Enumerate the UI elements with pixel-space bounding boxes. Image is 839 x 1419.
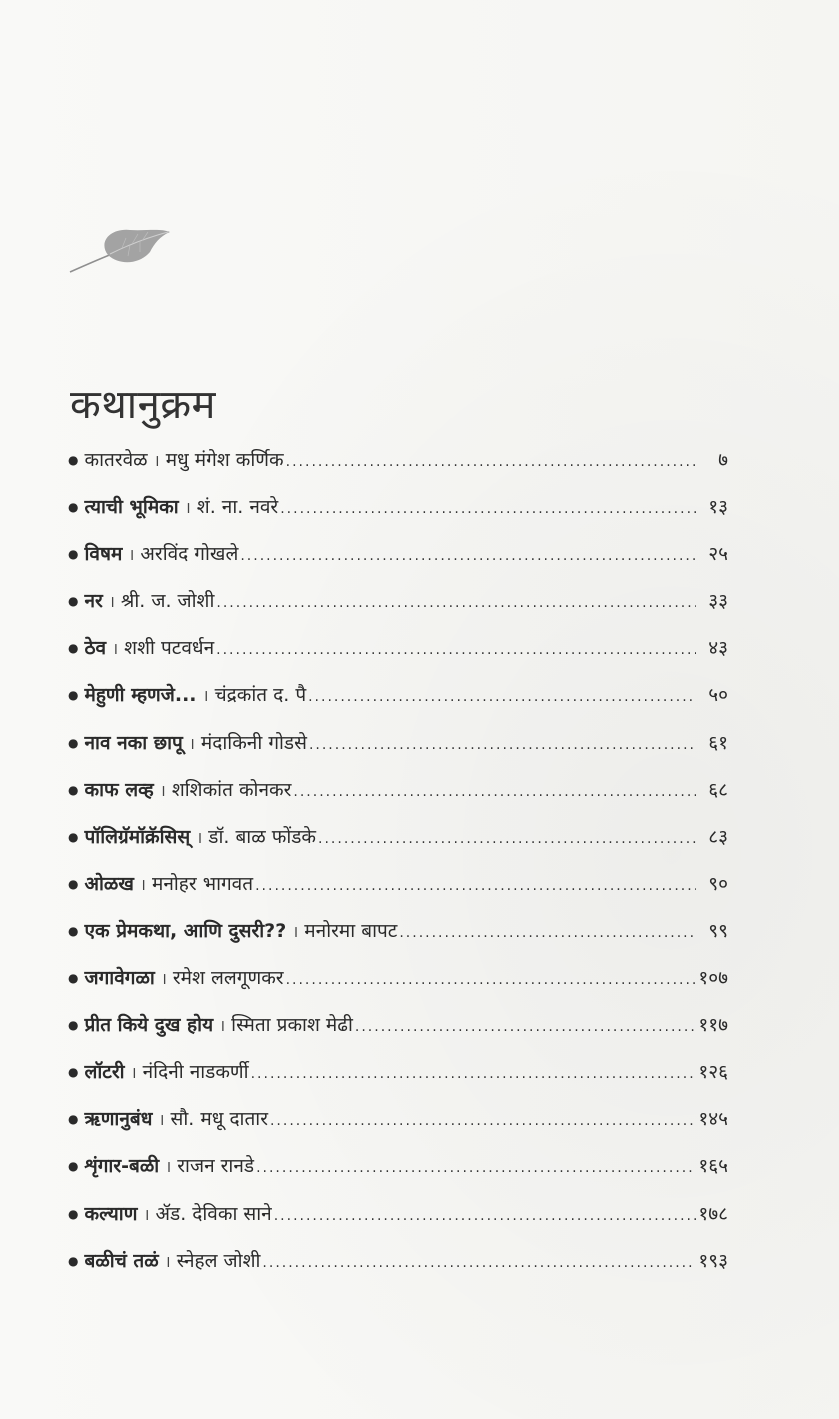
dot-leader	[309, 737, 696, 753]
toc-entry	[68, 964, 728, 1011]
toc-entry	[68, 681, 728, 728]
page-title: कथानुक्रम	[70, 381, 216, 428]
dot-leader	[308, 689, 696, 705]
bullet-icon: ●	[68, 547, 79, 562]
separator: ।	[165, 1157, 172, 1177]
page-number: १७८	[698, 1202, 728, 1225]
page-number: ३३	[708, 590, 728, 613]
toc-entry	[68, 870, 728, 917]
separator: ।	[202, 686, 209, 706]
story-title: बळीचं तळं	[84, 1249, 159, 1272]
toc-entry	[68, 446, 728, 493]
dot-leader	[280, 501, 696, 517]
author-name: डॉ. बाळ फोंडके	[208, 825, 317, 848]
page-number: ७	[718, 449, 728, 471]
story-title: विषम	[84, 543, 123, 566]
page-number: १३	[708, 496, 728, 519]
author-name: सौ. मधू दातार	[170, 1108, 268, 1131]
page-number: २५	[708, 543, 728, 566]
story-title: काफ लव्ह	[84, 778, 154, 801]
author-name: राजन रानडे	[177, 1155, 255, 1178]
author-name: अरविंद गोखले	[140, 543, 239, 566]
story-title: पॉलिग्रॅमॉक्रॅसिस्	[84, 825, 191, 848]
separator: ।	[153, 451, 160, 470]
separator: ।	[112, 639, 119, 659]
page-number: १२६	[698, 1061, 728, 1084]
dot-leader	[274, 1208, 696, 1224]
toc-entry	[68, 1011, 728, 1058]
story-title: शृंगार-बळी	[84, 1155, 160, 1178]
toc-entry	[68, 776, 728, 823]
story-title: नाव नका छापू	[84, 731, 183, 754]
table-of-contents	[68, 446, 728, 1294]
separator: ।	[139, 874, 146, 894]
story-title: ठेव	[84, 637, 107, 660]
bullet-icon: ●	[68, 641, 79, 656]
author-name: मधु मंगेश कर्णिक	[165, 449, 284, 471]
separator: ।	[188, 733, 195, 753]
separator: ।	[219, 1016, 226, 1036]
story-title: कातरवेळ	[84, 449, 148, 471]
dot-leader	[286, 454, 696, 470]
story-title: जगावेगळा	[84, 967, 155, 990]
bullet-icon: ●	[68, 782, 79, 797]
page-number: १९३	[698, 1249, 728, 1272]
separator: ।	[164, 1251, 171, 1271]
dot-leader	[270, 1113, 696, 1129]
separator: ।	[159, 780, 166, 800]
bullet-icon: ●	[68, 1253, 79, 1268]
toc-entry	[68, 823, 728, 870]
dot-leader	[216, 642, 696, 658]
toc-entry	[68, 1200, 728, 1247]
page-number: ९०	[708, 872, 728, 895]
toc-entry	[68, 540, 728, 587]
separator: ।	[292, 921, 299, 941]
author-name: चंद्रकांत द. पै	[214, 684, 307, 707]
page-number: ११७	[698, 1014, 728, 1037]
dot-leader	[293, 784, 696, 800]
page-number: ५०	[708, 684, 728, 707]
story-title: एक प्रेमकथा, आणि दुसरी??	[84, 919, 287, 942]
dot-leader	[255, 878, 696, 894]
toc-entry	[68, 729, 728, 776]
story-title: लॉटरी	[84, 1061, 125, 1084]
author-name: रमेश ललगूणकर	[172, 967, 284, 990]
dot-leader	[399, 925, 696, 941]
bullet-icon: ●	[68, 1159, 79, 1174]
bullet-icon: ●	[68, 594, 79, 609]
bullet-icon: ●	[68, 453, 79, 467]
author-name: श्री. ज. जोशी	[120, 590, 215, 613]
bullet-icon: ●	[68, 971, 79, 986]
story-title: प्रीत किये दुख होय	[84, 1014, 214, 1037]
separator: ।	[143, 1204, 150, 1224]
story-title: मेहुणी म्हणजे...	[84, 684, 197, 707]
separator: ।	[108, 592, 115, 612]
page-number: ६१	[708, 731, 728, 754]
dot-leader	[240, 548, 696, 564]
separator: ।	[160, 969, 167, 989]
story-title: नर	[84, 590, 103, 613]
page-number: ६८	[708, 778, 728, 801]
toc-entry	[68, 493, 728, 540]
bullet-icon: ●	[68, 1206, 79, 1221]
story-title: ओळख	[84, 872, 134, 895]
author-name: स्नेहल जोशी	[176, 1249, 261, 1272]
dot-leader	[251, 1066, 696, 1082]
pipal-leaf-icon	[68, 220, 172, 278]
separator: ।	[158, 1110, 165, 1130]
bullet-icon: ●	[68, 688, 79, 703]
toc-entry	[68, 1152, 728, 1199]
author-name: मनोरमा बापट	[304, 919, 398, 942]
author-name: शं. ना. नवरे	[196, 496, 279, 519]
story-title: त्याची भूमिका	[84, 496, 179, 519]
separator: ।	[184, 498, 191, 518]
author-name: शशिकांत कोनकर	[171, 778, 292, 801]
bullet-icon: ●	[68, 1065, 79, 1080]
toc-entry	[68, 1105, 728, 1152]
page-number: १६५	[698, 1155, 728, 1178]
toc-entry	[68, 1058, 728, 1105]
page-number: ८३	[708, 825, 728, 848]
dot-leader	[256, 1160, 696, 1176]
page-number: १४५	[698, 1108, 728, 1131]
dot-leader	[262, 1255, 696, 1271]
author-name: स्मिता प्रकाश मेढी	[231, 1014, 353, 1037]
separator: ।	[128, 545, 135, 565]
dot-leader	[318, 831, 696, 847]
bullet-icon: ●	[68, 1018, 79, 1033]
dot-leader	[286, 972, 696, 988]
toc-entry	[68, 634, 728, 681]
story-title: ऋणानुबंध	[84, 1108, 153, 1131]
bullet-icon: ●	[68, 923, 79, 938]
separator: ।	[196, 827, 203, 847]
page-number: ४३	[708, 637, 728, 660]
dot-leader	[216, 595, 696, 611]
page-number: १०७	[698, 967, 728, 990]
story-title: कल्याण	[84, 1202, 138, 1225]
author-name: शशी पटवर्धन	[124, 637, 215, 660]
toc-entry	[68, 587, 728, 634]
author-name: ॲड. देविका साने	[155, 1202, 272, 1225]
toc-entry	[68, 1247, 728, 1294]
page-number: ९९	[708, 919, 728, 942]
bullet-icon: ●	[68, 876, 79, 891]
toc-entry	[68, 917, 728, 964]
bullet-icon: ●	[68, 1112, 79, 1127]
author-name: नंदिनी नाडकर्णी	[142, 1061, 249, 1084]
author-name: मनोहर भागवत	[151, 872, 254, 895]
bullet-icon: ●	[68, 735, 79, 750]
separator: ।	[130, 1063, 137, 1083]
author-name: मंदाकिनी गोडसे	[200, 731, 307, 754]
bullet-icon: ●	[68, 500, 79, 515]
dot-leader	[355, 1019, 696, 1035]
bullet-icon: ●	[68, 829, 79, 844]
